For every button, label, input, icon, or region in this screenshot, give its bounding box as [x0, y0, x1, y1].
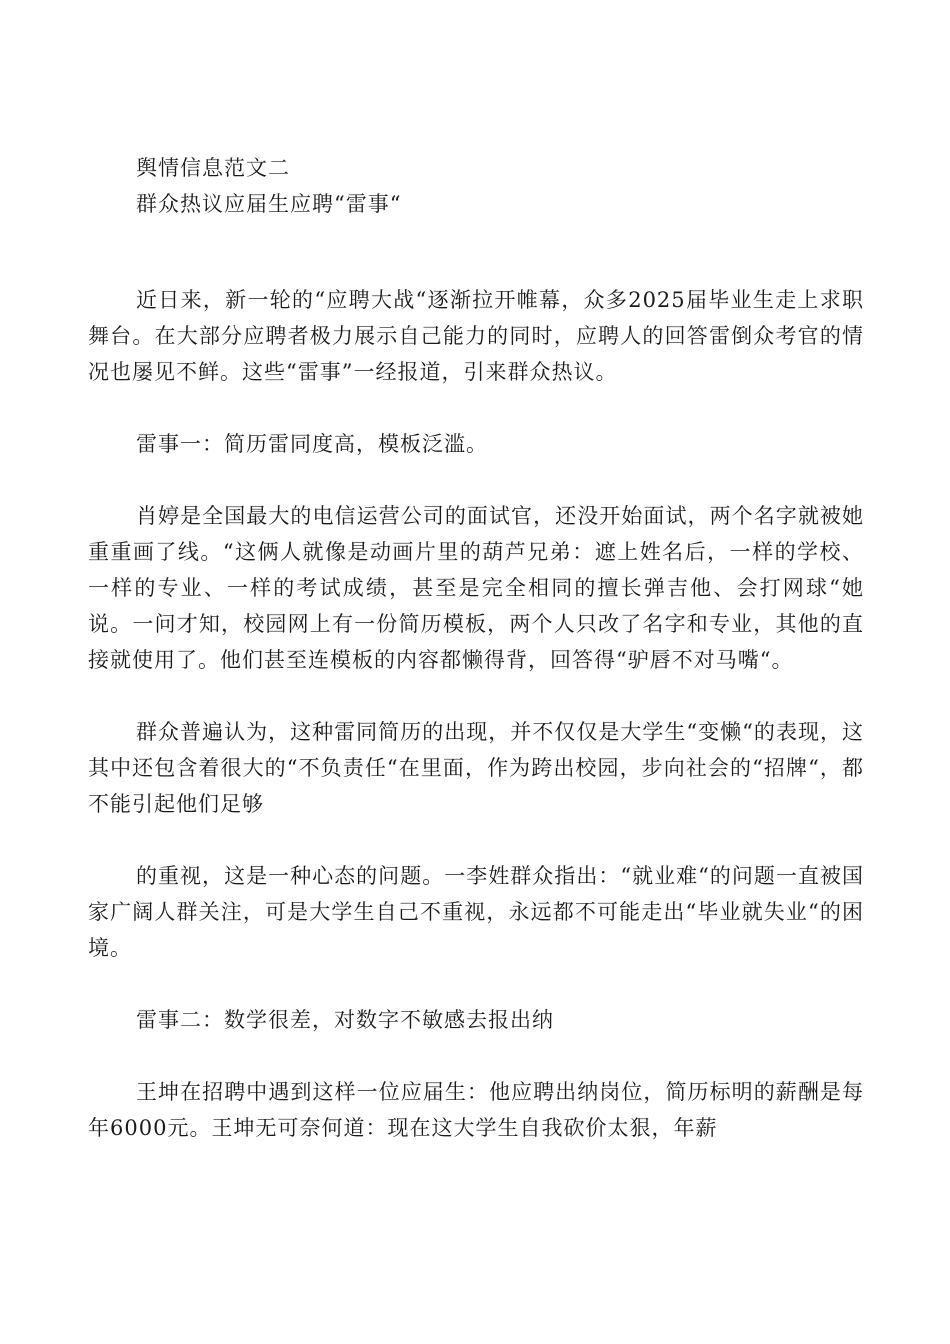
paragraph-case-2: 王坤在招聘中遇到这样一位应届生：他应聘出纳岗位，简历标明的薪酬是每年6000元。王坤无可奈何道：现在这大学生自我砍价太狠，年薪	[88, 1080, 864, 1140]
spacer	[88, 966, 864, 1002]
spacer	[88, 222, 864, 282]
spacer	[88, 462, 864, 498]
paragraph-case-1: 肖婷是全国最大的电信运营公司的面试官，还没开始面试，两个名字就被她重重画了线。“这俩人就像是动画片里的葫芦兄弟：遮上姓名后，一样的学校、一样的专业、一样的考试成绩，甚至是完全相同的擅长弹吉他、会打网球“她说。一问才知，校园网上有一份简历模板，两个人只改了名字和专业，其他的直接就使用了。他们甚至连模板的内容都懒得背，回答得“驴唇不对马嘴“。	[88, 504, 864, 672]
paragraph-continuation: 的重视，这是一种心态的问题。一李姓群众指出：“就业难“的问题一直被国家广阔人群关注，可是大学生自己不重视，永远都不可能走出“毕业就失业“的困境。	[88, 864, 864, 960]
document-page	[88, 150, 864, 1146]
paragraph-intro: 近日来，新一轮的“应聘大战“逐渐拉开帷幕，众多2025届毕业生走上求职舞台。在大部分应聘者极力展示自己能力的同时，应聘人的回答雷倒众考官的情况也屡见不鲜。这些“雷事”一经报道，引来群众热议。	[88, 288, 864, 384]
spacer	[88, 390, 864, 426]
spacer	[88, 822, 864, 858]
section-heading-1: 雷事一：简历雷同度高，模板泛滥。	[136, 432, 488, 456]
document-category: 舆情信息范文二	[136, 156, 290, 180]
paragraph-public-opinion: 群众普遍认为，这种雷同简历的出现，并不仅仅是大学生“变懒“的表现，这其中还包含着很大的“不负责任“在里面，作为跨出校园，步向社会的“招牌“，都不能引起他们足够	[88, 720, 864, 816]
spacer	[88, 1038, 864, 1074]
document-title: 群众热议应届生应聘“雷事“	[136, 192, 402, 216]
spacer	[88, 678, 864, 714]
section-heading-2: 雷事二：数学很差，对数字不敏感去报出纳	[136, 1008, 554, 1032]
